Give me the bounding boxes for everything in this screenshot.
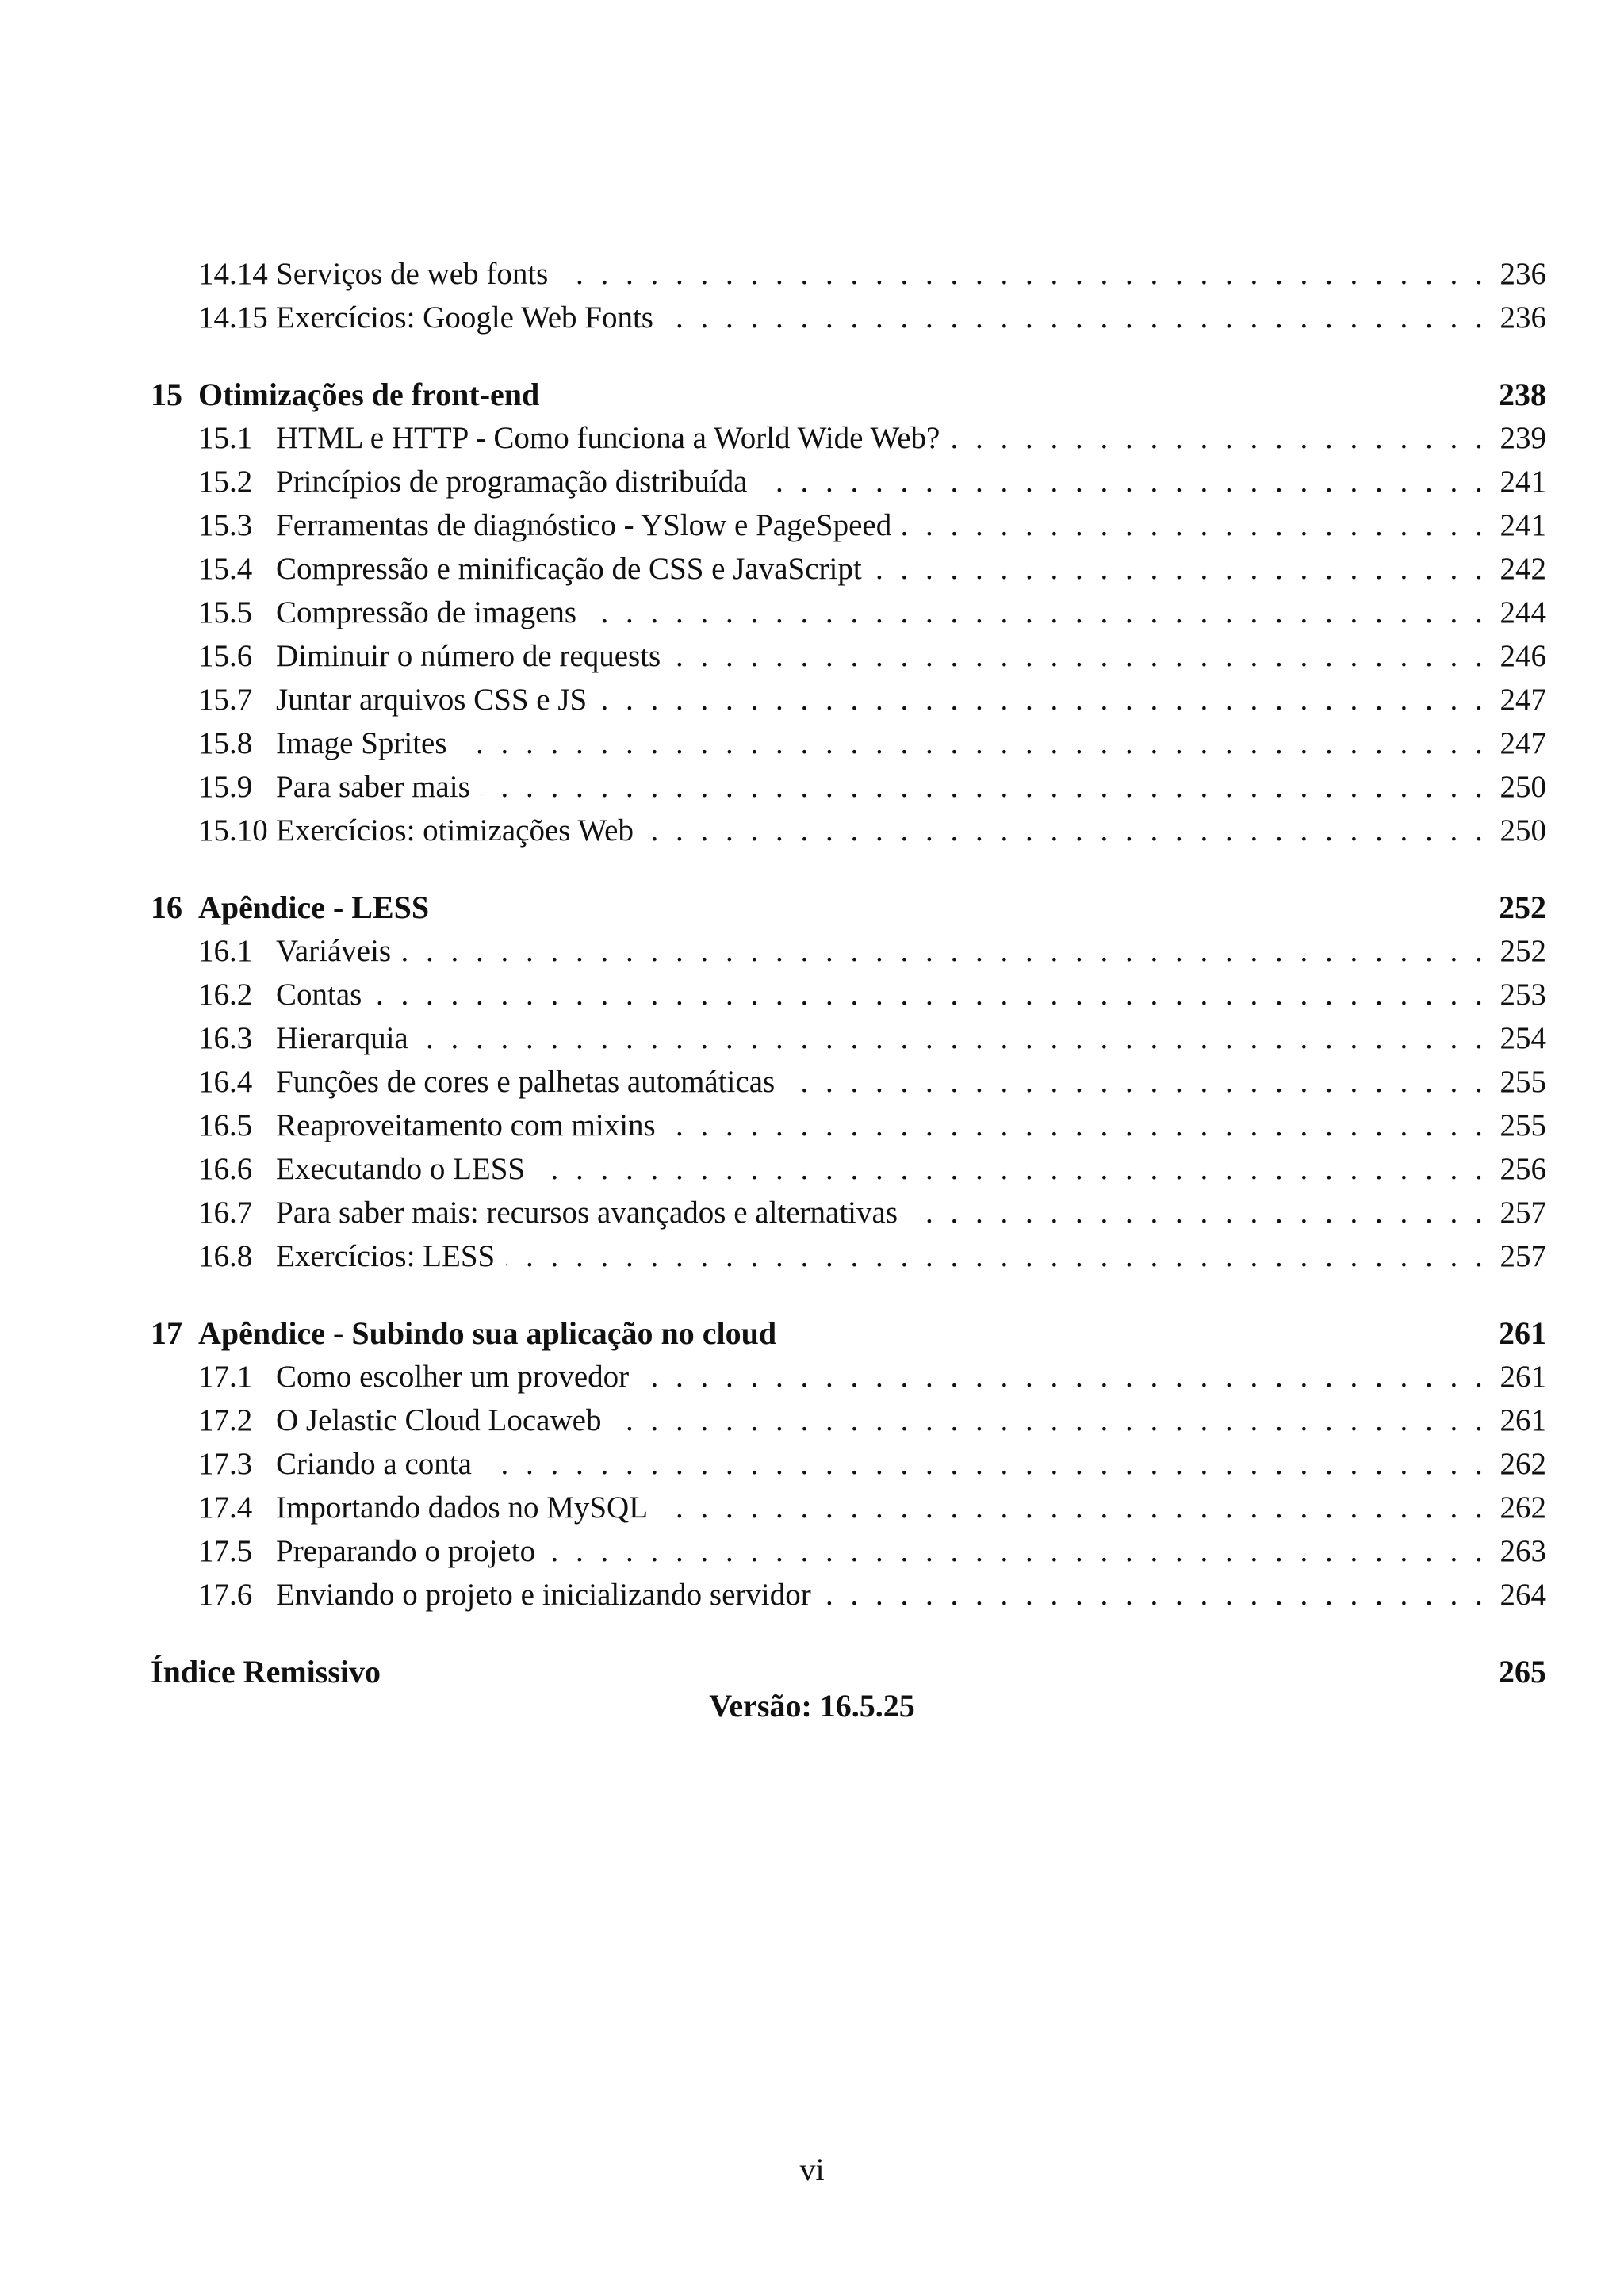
section-title: Serviços de web fonts: [276, 257, 559, 291]
section-number: 16.5: [198, 1108, 253, 1142]
chapter-title: Apêndice - LESS: [198, 890, 430, 925]
chapter-title: Otimizações de front-end: [198, 377, 540, 412]
section-title: O Jelastic Cloud Locaweb: [276, 1403, 612, 1437]
section-page-number: 263: [1500, 1534, 1546, 1568]
section-page-number: 256: [1500, 1152, 1546, 1186]
section-number: 17.3: [198, 1447, 253, 1481]
section-page-number: 241: [1500, 508, 1546, 542]
section-title-container: [276, 1573, 1499, 1617]
section-title-container: [276, 1355, 1499, 1399]
chapter-page-number: 238: [1499, 377, 1546, 412]
index-page-number: 265: [1499, 1654, 1546, 1689]
section-number: 14.14: [198, 257, 268, 291]
toc-chapter-entry[interactable]: [151, 886, 1546, 929]
toc-section-entry[interactable]: [151, 809, 1546, 852]
toc-section-entry[interactable]: [151, 591, 1546, 634]
section-page-number: 239: [1500, 421, 1546, 455]
section-title: Preparando o projeto: [276, 1534, 546, 1568]
toc-section-entry[interactable]: [151, 973, 1546, 1016]
section-title-container: [276, 503, 1499, 547]
section-number: 15.7: [198, 683, 253, 717]
section-number: 15.2: [198, 465, 253, 499]
section-title: Criando a conta: [276, 1447, 483, 1481]
section-number: 16.1: [198, 934, 253, 968]
section-title-container: [276, 296, 1499, 339]
section-title: Contas: [276, 978, 373, 1012]
chapter-number: 16: [151, 890, 182, 925]
toc-chapter-entry[interactable]: [151, 1311, 1546, 1355]
chapter-number: 17: [151, 1315, 182, 1351]
section-title-container: [276, 1147, 1499, 1191]
toc-section-entry[interactable]: [151, 1355, 1546, 1399]
section-title: Princípios de programação distribuída: [276, 465, 759, 499]
section-number: 17.6: [198, 1578, 253, 1612]
section-number: 15.9: [198, 770, 253, 804]
section-title-container: [276, 1016, 1499, 1060]
section-page-number: 247: [1500, 726, 1546, 760]
section-page-number: 246: [1500, 639, 1546, 673]
section-title: Exercícios: LESS: [276, 1239, 506, 1273]
section-page-number: 264: [1500, 1578, 1546, 1612]
section-title-container: [276, 721, 1499, 765]
toc-section-entry[interactable]: [151, 547, 1546, 591]
version-label: Versão: 16.5.25: [709, 1688, 915, 1724]
section-number: 15.10: [198, 813, 268, 848]
section-page-number: 250: [1500, 813, 1546, 848]
toc-section-entry[interactable]: [151, 721, 1546, 765]
toc-section-entry[interactable]: [151, 634, 1546, 678]
toc-section-entry[interactable]: [151, 765, 1546, 809]
toc-section-entry[interactable]: [151, 296, 1546, 339]
section-number: 16.7: [198, 1196, 253, 1230]
toc-section-entry[interactable]: [151, 1573, 1546, 1617]
section-title: Variáveis: [276, 934, 402, 968]
section-title: Image Sprites: [276, 726, 458, 760]
section-page-number: 253: [1500, 978, 1546, 1012]
section-number: 17.1: [198, 1360, 253, 1394]
toc-section-entry[interactable]: [151, 1104, 1546, 1147]
toc-section-entry[interactable]: [151, 1016, 1546, 1060]
section-title: Compressão de imagens: [276, 595, 588, 629]
section-number: 15.6: [198, 639, 253, 673]
chapter-number: 15: [151, 377, 182, 412]
section-number: 16.8: [198, 1239, 253, 1273]
section-title: Funções de cores e palhetas automáticas: [276, 1065, 786, 1099]
toc-section-entry[interactable]: [151, 678, 1546, 721]
section-title-container: [276, 1104, 1499, 1147]
section-title-container: [276, 765, 1499, 809]
section-number: 17.2: [198, 1403, 253, 1437]
section-title-container: [276, 1529, 1499, 1573]
section-page-number: 262: [1500, 1490, 1546, 1525]
section-title: Enviando o projeto e inicializando servidor: [276, 1578, 822, 1612]
section-title: Compressão e minificação de CSS e JavaScript: [276, 552, 873, 586]
chapter-page-number: 252: [1499, 890, 1546, 925]
section-title-container: [276, 1486, 1499, 1529]
section-number: 16.4: [198, 1065, 253, 1099]
section-title: Hierarquia: [276, 1021, 419, 1055]
section-number: 16.6: [198, 1152, 253, 1186]
section-page-number: 257: [1500, 1239, 1546, 1273]
toc-section-entry[interactable]: [151, 1486, 1546, 1529]
section-page-number: 261: [1500, 1360, 1546, 1394]
toc-section-entry[interactable]: [151, 1529, 1546, 1573]
section-page-number: 262: [1500, 1447, 1546, 1481]
section-title-container: [276, 678, 1499, 721]
section-title-container: [276, 634, 1499, 678]
toc-section-entry[interactable]: [151, 460, 1546, 503]
section-title-container: [276, 1060, 1499, 1104]
section-title-container: [276, 547, 1499, 591]
section-page-number: 241: [1500, 465, 1546, 499]
section-title-container: [276, 1191, 1499, 1234]
section-number: 15.8: [198, 726, 253, 760]
toc-section-entry[interactable]: [151, 1234, 1546, 1278]
toc-section-entry[interactable]: [151, 1399, 1546, 1442]
section-title: Reaproveitamento com mixins: [276, 1108, 667, 1142]
section-title: Para saber mais: [276, 770, 481, 804]
chapter-page-number: 261: [1499, 1315, 1546, 1351]
toc-section-entry[interactable]: [151, 503, 1546, 547]
section-title-container: [276, 591, 1499, 634]
section-title-container: [276, 460, 1499, 503]
toc-section-entry[interactable]: [151, 1442, 1546, 1486]
section-number: 14.15: [198, 300, 268, 335]
section-page-number: 236: [1500, 300, 1546, 335]
section-title: Como escolher um provedor: [276, 1360, 640, 1394]
section-page-number: 250: [1500, 770, 1546, 804]
chapter-title: Apêndice - Subindo sua aplicação no cloud: [198, 1315, 777, 1351]
section-number: 15.1: [198, 421, 253, 455]
section-number: 16.2: [198, 978, 253, 1012]
section-title-container: [276, 1399, 1499, 1442]
section-page-number: 255: [1500, 1065, 1546, 1099]
section-number: 17.4: [198, 1490, 253, 1525]
toc-chapter-entry[interactable]: [151, 373, 1546, 416]
section-page-number: 244: [1500, 595, 1546, 629]
toc-section-entry[interactable]: [151, 416, 1546, 460]
section-page-number: 261: [1500, 1403, 1546, 1437]
page-number: vi: [799, 2152, 825, 2187]
section-title-container: [276, 1442, 1499, 1486]
toc-section-entry[interactable]: [151, 1191, 1546, 1234]
section-page-number: 257: [1500, 1196, 1546, 1230]
section-page-number: 242: [1500, 552, 1546, 586]
section-number: 15.4: [198, 552, 253, 586]
toc-section-entry[interactable]: [151, 929, 1546, 973]
section-number: 15.3: [198, 508, 253, 542]
section-title: Importando dados no MySQL: [276, 1490, 659, 1525]
section-number: 15.5: [198, 595, 253, 629]
section-number: 17.5: [198, 1534, 253, 1568]
section-title: Para saber mais: recursos avançados e alternativas: [276, 1196, 909, 1230]
section-page-number: 247: [1500, 683, 1546, 717]
section-title: Exercícios: otimizações Web: [276, 813, 645, 848]
section-page-number: 236: [1500, 257, 1546, 291]
section-page-number: 255: [1500, 1108, 1546, 1142]
section-title-container: [276, 973, 1499, 1016]
section-page-number: 252: [1500, 934, 1546, 968]
section-page-number: 254: [1500, 1021, 1546, 1055]
toc-section-entry[interactable]: [151, 252, 1546, 296]
section-title: Diminuir o número de requests: [276, 639, 672, 673]
section-title: Executando o LESS: [276, 1152, 536, 1186]
section-title-container: [276, 416, 1499, 460]
section-number: 16.3: [198, 1021, 253, 1055]
section-title: Juntar arquivos CSS e JS: [276, 683, 598, 717]
section-title-container: [276, 252, 1499, 296]
section-title-container: [276, 929, 1499, 973]
section-title-container: [276, 1234, 1499, 1278]
index-title: Índice Remissivo: [151, 1654, 381, 1689]
toc-section-entry[interactable]: [151, 1060, 1546, 1104]
section-title: Ferramentas de diagnóstico - YSlow e PageSpeed: [276, 508, 902, 542]
section-title-container: [276, 809, 1499, 852]
section-title: HTML e HTTP - Como funciona a World Wide Web?: [276, 421, 951, 455]
section-title: Exercícios: Google Web Fonts: [276, 300, 665, 335]
table-of-contents: [151, 252, 1546, 1693]
toc-section-entry[interactable]: [151, 1147, 1546, 1191]
